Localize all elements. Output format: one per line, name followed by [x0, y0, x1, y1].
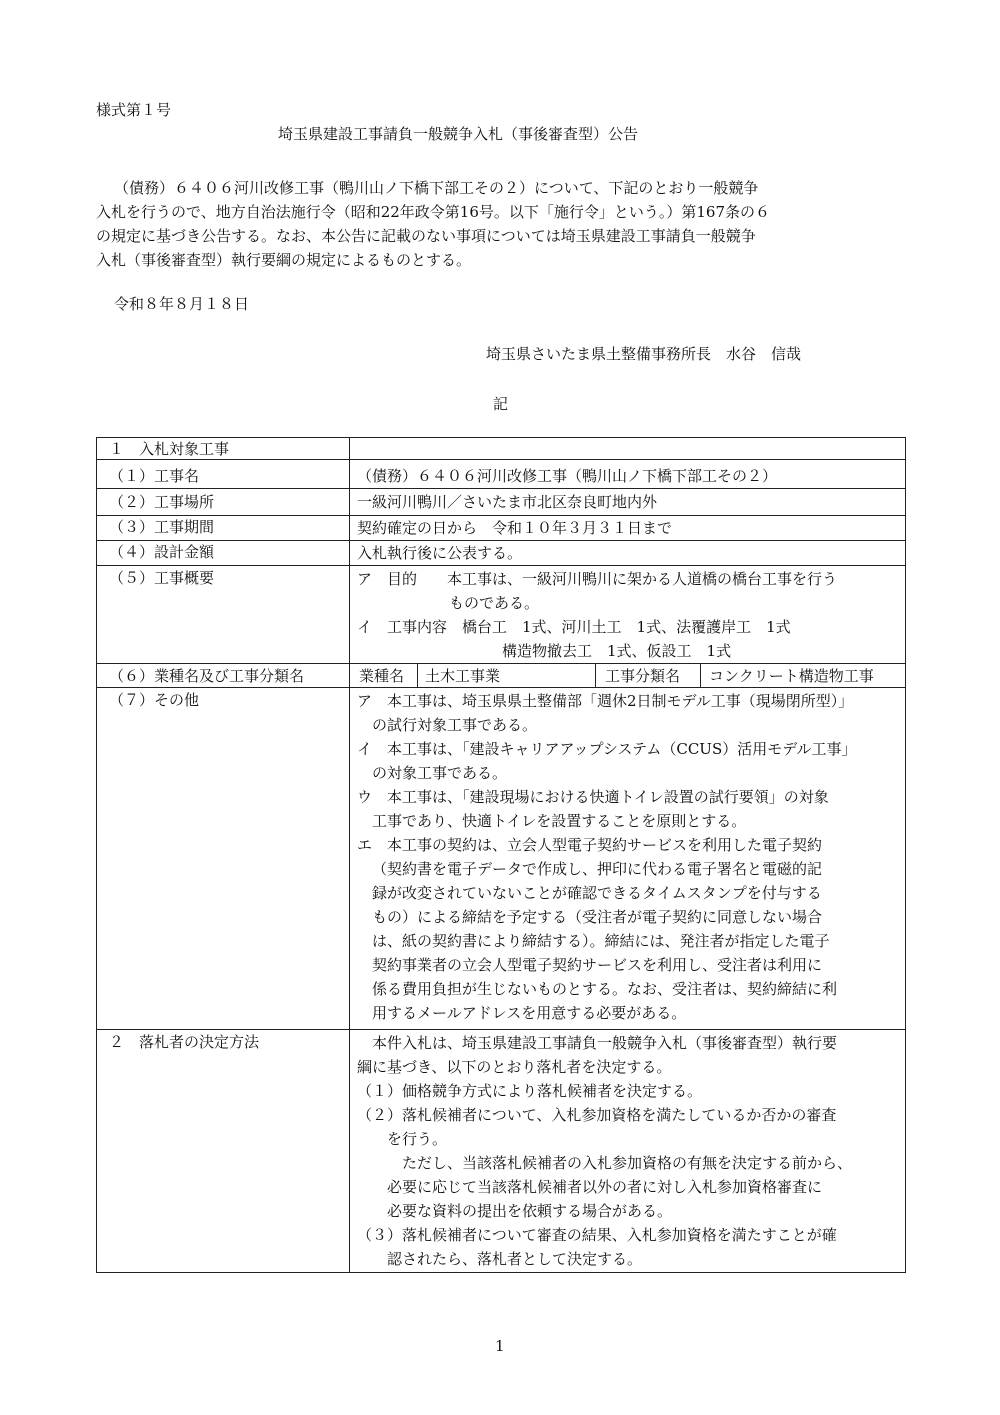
work-overview-value: [357, 567, 897, 663]
intro-paragraph: [96, 176, 908, 272]
work-period-value: 契約確定の日から 令和１０年３月３１日まで: [357, 519, 673, 537]
notice-date: 令和８年８月１８日: [114, 295, 250, 313]
industry-type-label: 業種名: [359, 667, 405, 685]
notice-table: [96, 437, 906, 1273]
section-2-label: ２ 落札者の決定方法: [109, 1033, 260, 1051]
intro-line: （債務）６４０６河川改修工事（鴨川山ノ下橋下部工その２）について、下記のとおり一般競争: [114, 179, 759, 197]
work-name-label: （１）工事名: [109, 467, 200, 485]
design-amount-label: （４）設計金額: [109, 543, 215, 561]
other-line: 契約事業者の立会人型電子契約サービスを利用し、受注者は利用に: [372, 956, 823, 974]
industry-type-value: 土木工事業: [425, 667, 501, 685]
other-line: の対象工事である。: [372, 764, 508, 782]
other-line: 工事であり、快適トイレを設置することを原則とする。: [372, 812, 747, 830]
award-line: （２）落札候補者について、入札参加資格を満たしているか否かの審査: [357, 1106, 837, 1124]
issuer-name: 埼玉県さいたま県土整備事務所長 水谷 信哉: [486, 345, 802, 363]
overview-line: ものである。: [449, 594, 540, 612]
award-line: 認されたら、落札者として決定する。: [387, 1250, 643, 1268]
other-line: 録が改変されていないことが確認できるタイムスタンプを付与する: [372, 884, 822, 902]
ki-heading: 記: [493, 395, 509, 413]
other-line: エ 本工事の契約は、立会人型電子契約サービスを利用した電子契約: [357, 836, 823, 854]
intro-line: 入札（事後審査型）執行要綱の規定によるものとする。: [96, 251, 472, 269]
award-method-value: [357, 1031, 897, 1271]
work-place-value: 一級河川鴨川／さいたま市北区奈良町地内外: [357, 493, 658, 511]
overview-line: イ 工事内容 橋台工 1式、河川土工 1式、法覆護岸工 1式: [357, 618, 791, 636]
document-title: 埼玉県建設工事請負一般競争入札（事後審査型）公告: [278, 125, 639, 143]
award-line: 本件入札は、埼玉県建設工事請負一般競争入札（事後審査型）執行要: [372, 1034, 838, 1052]
other-line: イ 本工事は、「建設キャリアアップシステム（CCUS）活用モデル工事」: [357, 740, 857, 758]
award-line: （１）価格競争方式により落札候補者を決定する。: [357, 1082, 703, 1100]
other-line: の試行対象工事である。: [372, 716, 538, 734]
design-amount-value: 入札執行後に公表する。: [357, 544, 523, 562]
work-class-value: コンクリート構造物工事: [709, 667, 874, 685]
row-divider: [97, 1029, 905, 1030]
other-line: ア 本工事は、埼玉県県土整備部「週休2日制モデル工事（現場閉所型）」: [357, 692, 854, 710]
overview-line: ア 目的 本工事は、一級河川鴨川に架かる人道橋の橋台工事を行う: [357, 570, 838, 588]
row-divider: [97, 459, 905, 460]
intro-line: の規定に基づき公告する。なお、本公告に記載のない事項については埼玉県建設工事請負一般競争: [96, 227, 756, 245]
award-line: を行う。: [387, 1130, 448, 1148]
cell-divider: [595, 663, 596, 687]
cell-divider: [700, 663, 701, 687]
award-line: 綱に基づき、以下のとおり落札者を決定する。: [357, 1058, 672, 1076]
other-line: もの）による締結を予定する（受注者が電子契約に同意しない場合: [372, 908, 823, 926]
work-name-value: （債務）６４０６河川改修工事（鴨川山ノ下橋下部工その２）: [357, 467, 778, 485]
other-value: [357, 689, 897, 1025]
overview-line: 構造物撤去工 1式、仮設工 1式: [502, 642, 732, 660]
other-line: 係る費用負担が生じないものとする。なお、受注者は、契約締結に利: [372, 980, 838, 998]
other-line: は、紙の契約書により締結する）。締結には、発注者が指定した電子: [372, 932, 830, 950]
form-number: 様式第１号: [96, 101, 172, 119]
other-label: （７）その他: [109, 691, 200, 709]
work-overview-label: （５）工事概要: [109, 569, 215, 587]
other-line: 用するメールアドレスを用意する必要がある。: [372, 1004, 687, 1022]
work-period-label: （３）工事期間: [109, 518, 215, 536]
row-divider: [97, 488, 905, 489]
other-line: ウ 本工事は、「建設現場における快適トイレ設置の試行要領」の対象: [357, 788, 829, 806]
section-1-label: １ 入札対象工事: [109, 440, 230, 458]
row-divider: [97, 663, 905, 664]
intro-line: 入札を行うので、地方自治法施行令（昭和22年政令第16号。以下「施行令」という。）第167条の６: [96, 203, 771, 221]
award-line: 必要に応じて当該落札候補者以外の者に対し入札参加資格審査に: [387, 1178, 823, 1196]
cell-divider: [417, 663, 418, 687]
other-line: （契約書を電子データで作成し、押印に代わる電子署名と電磁的記: [372, 860, 823, 878]
row-divider: [97, 565, 905, 566]
page-number: 1: [495, 1337, 505, 1355]
award-line: 必要な資料の提出を依頼する場合がある。: [387, 1202, 673, 1220]
row-divider: [97, 687, 905, 688]
column-divider: [349, 438, 350, 1272]
work-class-label: 工事分類名: [605, 667, 681, 685]
award-line: （３）落札候補者について審査の結果、入札参加資格を満たすことが確: [357, 1226, 837, 1244]
work-place-label: （２）工事場所: [109, 493, 215, 511]
award-line: ただし、当該落札候補者の入札参加資格の有無を決定する前から、: [402, 1154, 853, 1172]
industry-label: （６）業種名及び工事分類名: [109, 667, 305, 685]
